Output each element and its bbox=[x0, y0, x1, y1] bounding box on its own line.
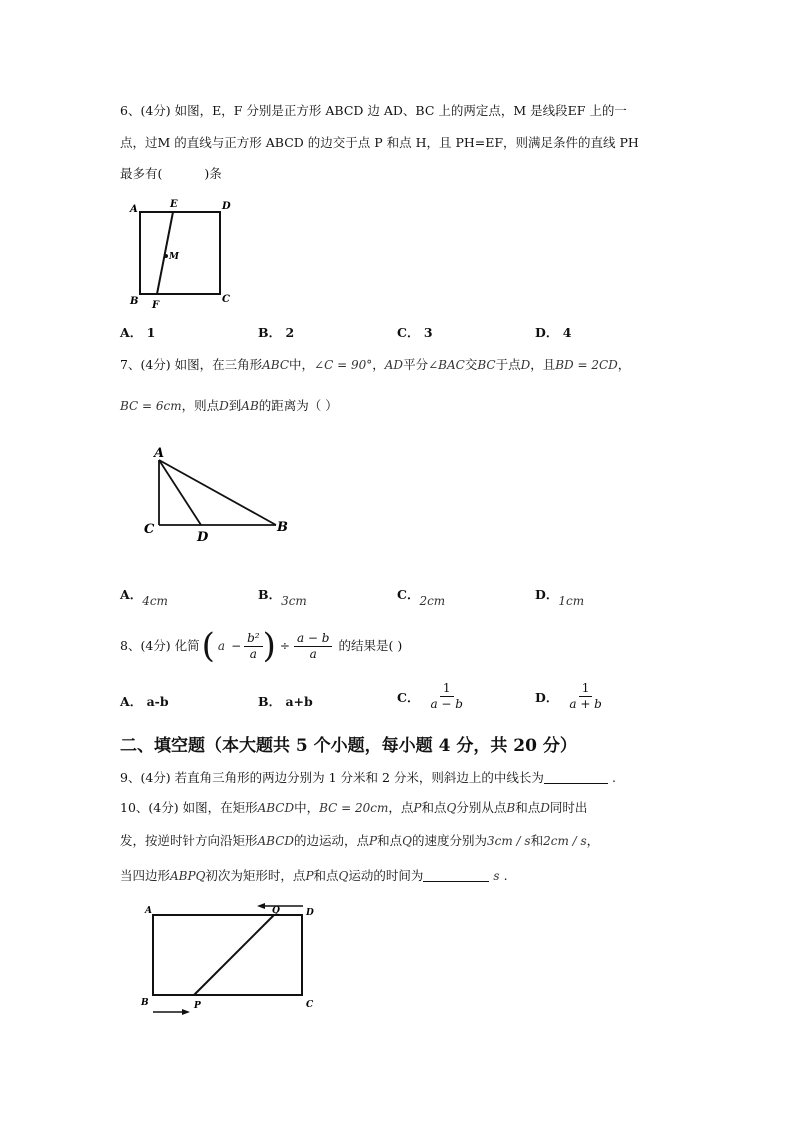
q6-option-a[interactable]: A． 1 bbox=[120, 325, 156, 340]
q6-label-d: D bbox=[222, 201, 231, 212]
q7-line2: BC = 6cm，则点D到AB的距离为（ ） bbox=[120, 398, 338, 413]
q10-answer-blank[interactable] bbox=[423, 867, 489, 882]
q10-segment-pq bbox=[194, 915, 274, 995]
q10-line2: 发，按逆时针方向沿矩形ABCD的边运动，点P和点Q的速度分别为3cm / s和2cm / s， bbox=[120, 833, 600, 848]
q6-square-figure bbox=[120, 196, 240, 314]
q8-left-paren: ( bbox=[201, 626, 215, 666]
q10-label-b: B bbox=[141, 998, 149, 1008]
q8-option-c[interactable]: C． $\frac{1}{a - b}$ bbox=[397, 681, 466, 712]
q8-line: 8、(4分) 化简 ( a − $\frac{\text{b²}}{a}$ ) ÷ $\frac{a - b}{a}$ 的结果是( ) bbox=[120, 626, 403, 666]
q8-suffix: 的结果是( ) bbox=[338, 638, 403, 653]
q10-rectangle-figure bbox=[136, 898, 326, 1022]
q6-point-m bbox=[164, 254, 168, 258]
q8-prefix: 8、(4分) 化简 bbox=[120, 638, 200, 653]
q7-label-c: C bbox=[144, 522, 155, 537]
q6-line3-suffix: )条 bbox=[204, 166, 222, 181]
q10-rectangle bbox=[153, 915, 302, 995]
q10-arrow-p-head bbox=[182, 1009, 190, 1015]
section2-title: 二、填空题（本大题共 5 个小题，每小题 4 分，共 20 分） bbox=[120, 736, 577, 756]
q10-label-p: P bbox=[194, 1001, 201, 1011]
q9-answer-blank[interactable] bbox=[544, 769, 608, 784]
q6-line3-prefix: 最多有( bbox=[120, 166, 163, 181]
q6-label-c: C bbox=[222, 294, 230, 305]
q6-label-f: F bbox=[152, 300, 160, 311]
q10-line1: 10、(4分) 如图，在矩形ABCD中，BC = 20cm，点P和点Q分别从点B和点D同时出 bbox=[120, 800, 588, 815]
q7-option-a[interactable]: A．4cm bbox=[120, 587, 168, 608]
q6-line1: 6、(4分) 如图，E，F 分别是正方形 ABCD 边 AD、BC 上的两定点，M 是线段EF 上的一 bbox=[120, 103, 627, 118]
q6-option-d[interactable]: D． 4 bbox=[535, 325, 572, 340]
q7-option-b[interactable]: B．3cm bbox=[258, 587, 307, 608]
q8-option-b[interactable]: B． a+b bbox=[258, 694, 313, 709]
q7-line1: 7、(4分) 如图，在三角形ABC中，∠C = 90°，AD平分∠BAC交BC于点D，且BD = 2CD， bbox=[120, 357, 631, 372]
q9-line: 9、(4分) 若直角三角形的两边分别为 1 分米和 2 分米，则斜边上的中线长为 . bbox=[120, 770, 616, 785]
q7-bisector-ad bbox=[159, 460, 201, 525]
q7-option-c[interactable]: C．2cm bbox=[397, 587, 446, 608]
q6-option-b[interactable]: B． 2 bbox=[258, 325, 295, 340]
q6-label-e: E bbox=[170, 199, 178, 210]
q7-option-d[interactable]: D．1cm bbox=[535, 587, 585, 608]
q6-label-b: B bbox=[130, 296, 139, 307]
q7-label-a: A bbox=[154, 446, 165, 461]
q8-option-c-fraction: $\frac{1}{a - b}$ bbox=[430, 681, 463, 711]
q10-line3: 当四边形ABPQ初次为矩形时，点P和点Q运动的时间为 s . bbox=[120, 868, 508, 883]
q8-right-paren: ) bbox=[262, 626, 276, 666]
q6-line3 bbox=[120, 166, 222, 182]
q7-triangle-figure bbox=[140, 443, 300, 545]
q6-option-c[interactable]: C． 3 bbox=[397, 325, 433, 340]
q8-option-d[interactable]: D． $\frac{1}{a + b}$ bbox=[535, 681, 605, 712]
q7-label-d: D bbox=[197, 530, 209, 545]
q7-side-ab bbox=[159, 460, 276, 525]
q10-label-c: C bbox=[306, 1000, 314, 1010]
q10-label-d: D bbox=[306, 908, 314, 918]
q8-fraction-2: $\frac{a - b}{a}$ bbox=[294, 631, 333, 662]
q7-label-b: B bbox=[277, 520, 288, 535]
q6-label-a: A bbox=[130, 204, 138, 215]
q10-label-q: Q bbox=[272, 906, 280, 916]
q8-option-d-fraction: $\frac{1}{a + b}$ bbox=[569, 681, 602, 711]
q6-square bbox=[140, 212, 220, 294]
q8-option-a[interactable]: A． a-b bbox=[120, 694, 169, 709]
q8-fraction-1: $\frac{\text{b²}}{a}$ bbox=[244, 631, 263, 662]
q6-line2: 点，过M 的直线与正方形 ABCD 的边交于点 P 和点 H，且 PH=EF，则满足条件的直线 PH bbox=[120, 135, 639, 150]
q10-arrow-q-head bbox=[257, 903, 265, 909]
q10-label-a: A bbox=[145, 906, 152, 916]
q6-label-m: M bbox=[169, 252, 179, 262]
